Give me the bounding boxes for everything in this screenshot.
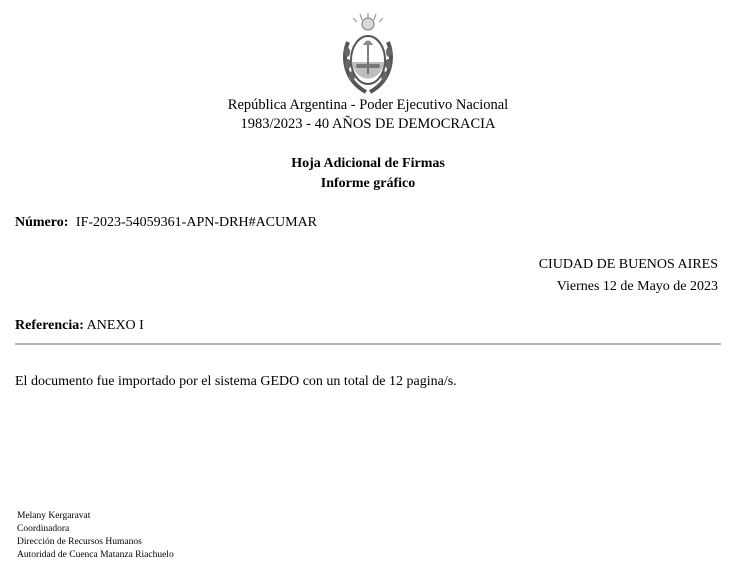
document-title: Hoja Adicional de Firmas xyxy=(291,156,445,171)
signer-name: Melany Kergaravat xyxy=(17,511,91,521)
numero-value: IF-2023-54059361-APN-DRH#ACUMAR xyxy=(75,215,318,230)
divider xyxy=(15,343,721,345)
location-city: CIUDAD DE BUENOS AIRES xyxy=(538,257,718,272)
signer-organization: Autoridad de Cuenca Matanza Riachuelo xyxy=(17,550,174,560)
numero-label: Número: xyxy=(15,215,69,230)
referencia-row xyxy=(15,318,144,334)
numero-row xyxy=(15,215,317,231)
header-line-2: 1983/2023 - 40 AÑOS DE DEMOCRACIA xyxy=(240,116,496,132)
referencia-label: Referencia: xyxy=(15,318,84,333)
document-subtitle: Informe gráfico xyxy=(320,176,416,191)
referencia-value: ANEXO I xyxy=(86,318,144,333)
header-line-1: República Argentina - Poder Ejecutivo Nacional xyxy=(227,97,509,113)
signer-role: Coordinadora xyxy=(17,524,70,534)
signature-block xyxy=(17,510,174,562)
body-text: El documento fue importado por el sistema GEDO con un total de 12 pagina/s. xyxy=(15,374,457,389)
argentina-coat-of-arms-icon xyxy=(338,12,398,96)
signer-department: Dirección de Recursos Humanos xyxy=(17,537,142,547)
location-date: Viernes 12 de Mayo de 2023 xyxy=(556,279,718,294)
